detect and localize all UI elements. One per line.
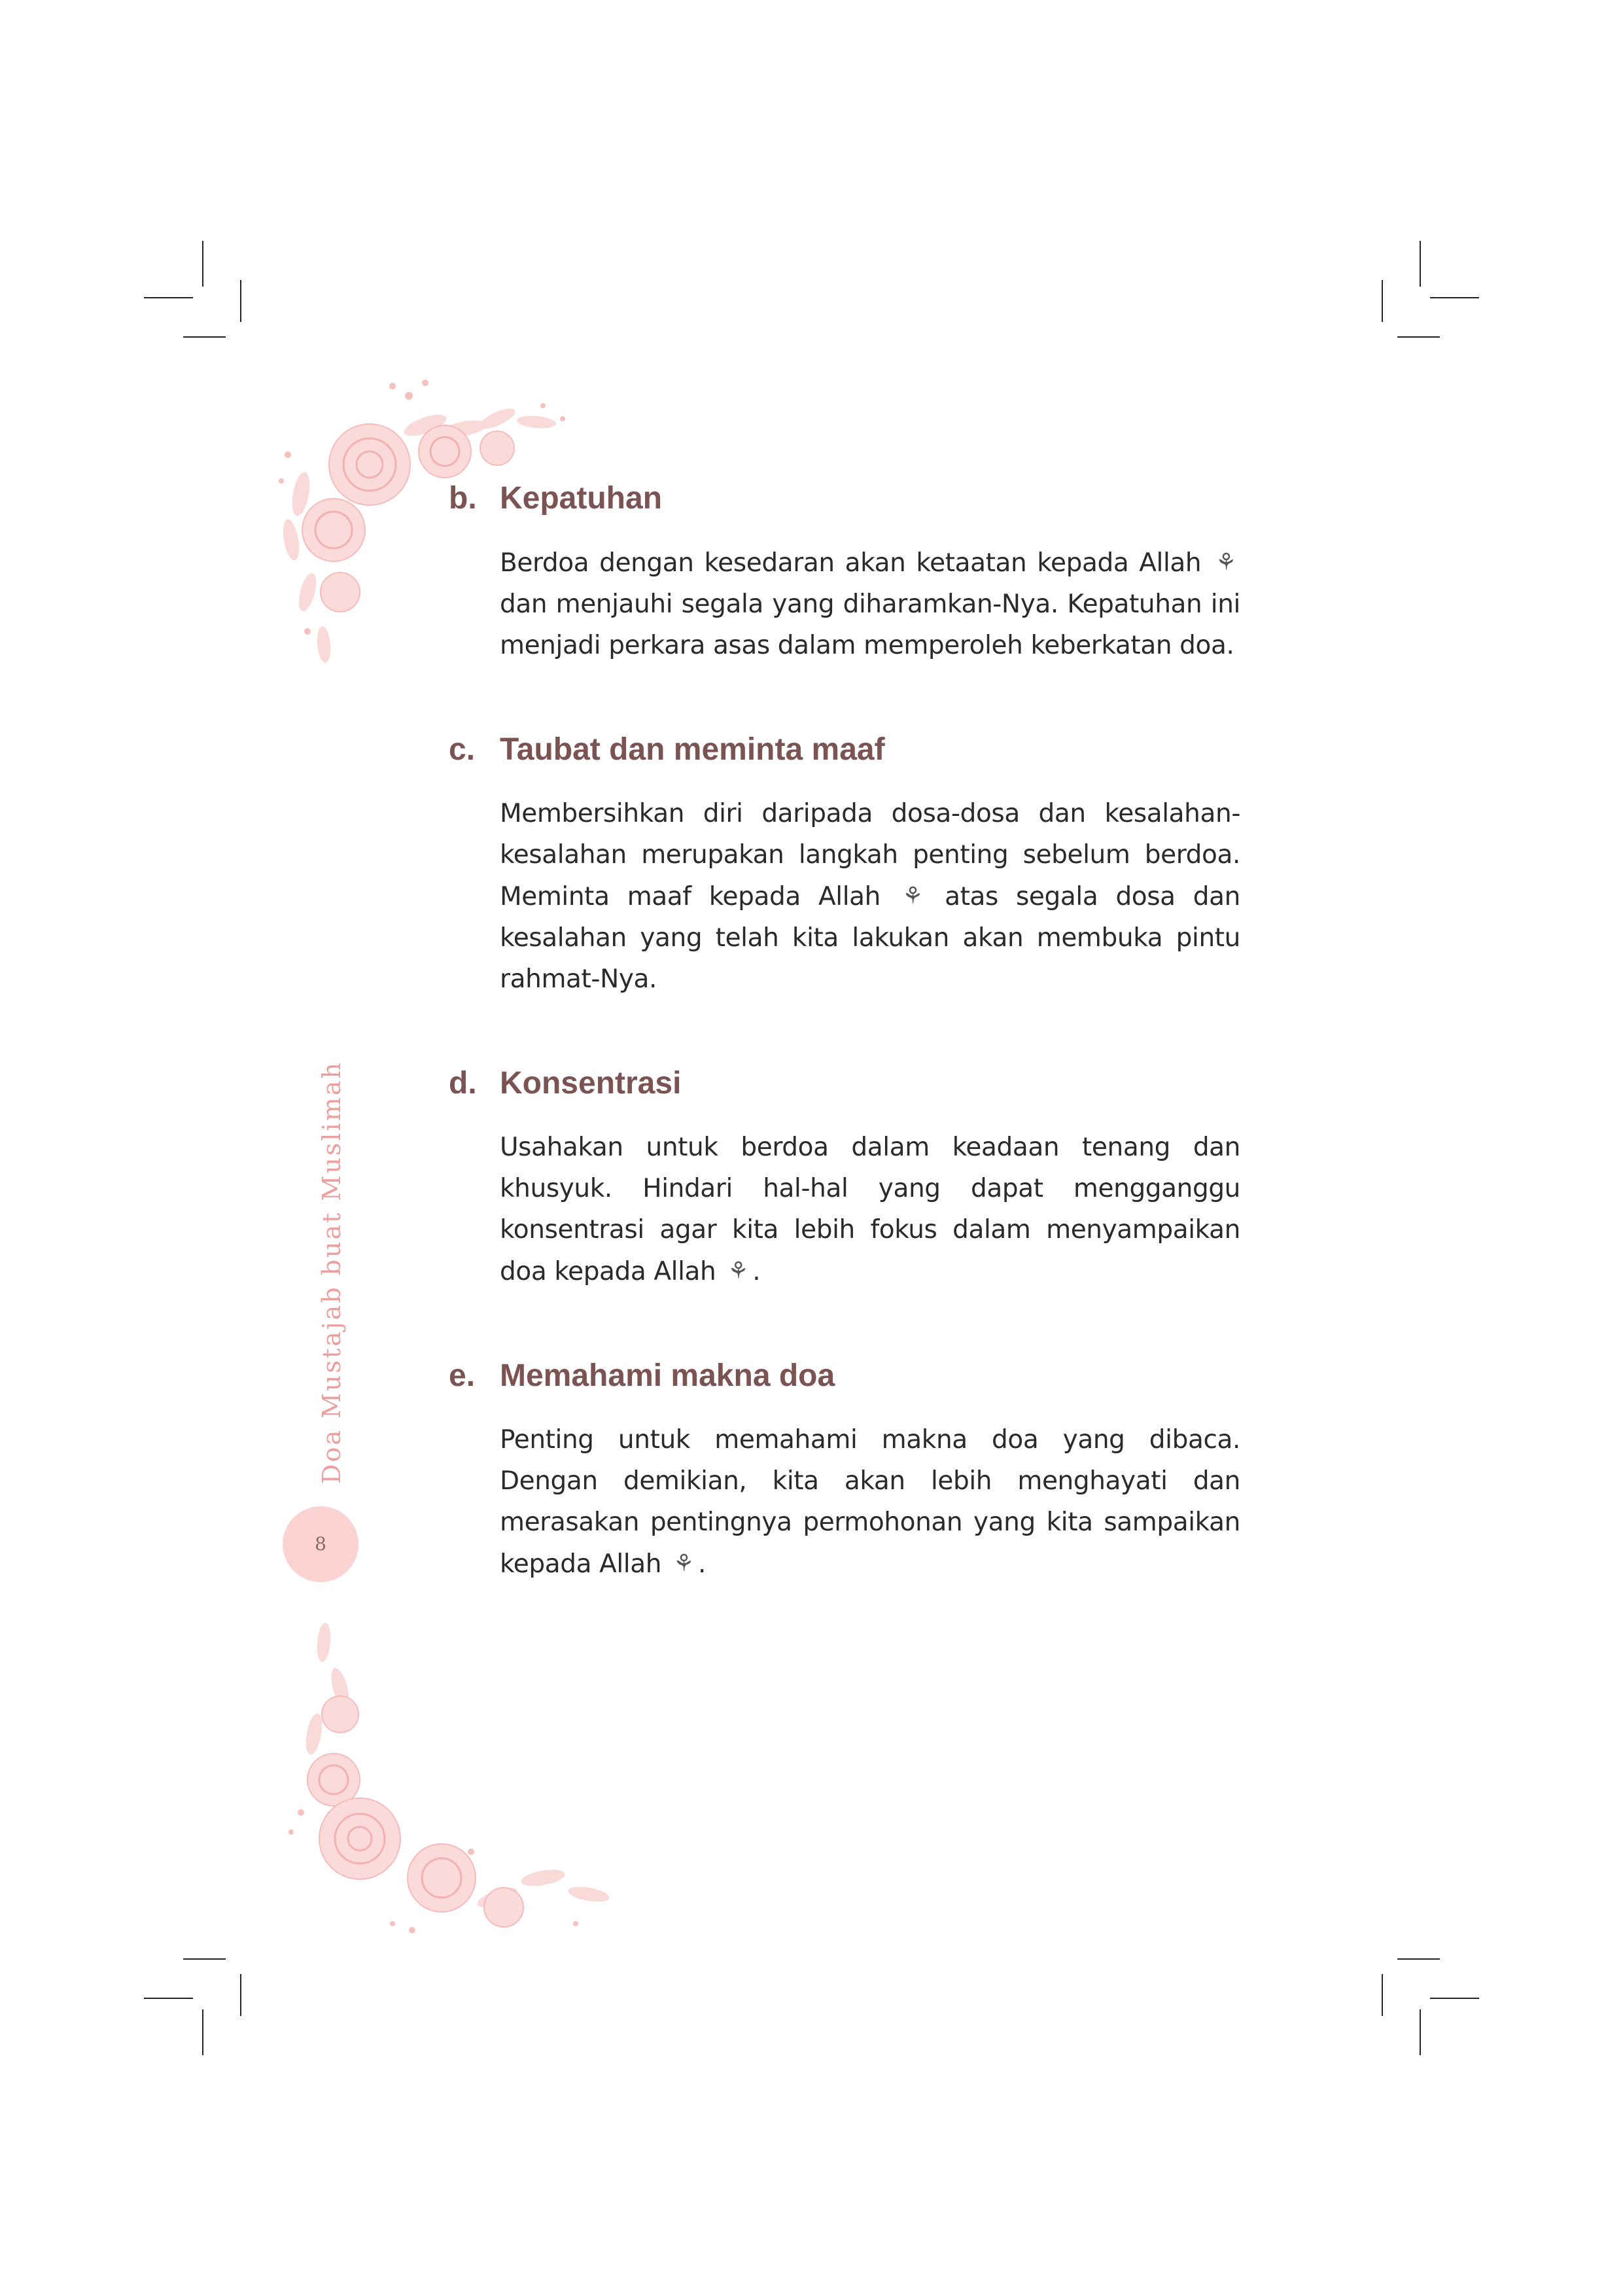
section-title: Konsentrasi xyxy=(500,1066,682,1101)
page-number-badge xyxy=(283,1506,358,1582)
body-text: dan menjauhi segala yang diharamkan-Nya. Kepatuhan ini menjadi perkara asas dalam memperoleh keberkatan doa. xyxy=(500,590,1240,660)
section-letter: d. xyxy=(449,1066,477,1101)
allah-calligraphy-icon: ⚘ xyxy=(673,1550,694,1577)
main-content xyxy=(449,478,1240,1648)
section-heading xyxy=(449,478,1240,520)
section-title: Kepatuhan xyxy=(500,481,663,516)
section-body xyxy=(500,542,1240,666)
allah-calligraphy-icon: ⚘ xyxy=(727,1258,749,1284)
body-text: Membersihkan diri daripada dosa-dosa dan kesalahan-kesalahan merupakan langkah penting sebelum berdoa. Meminta maaf kepada Allah xyxy=(500,799,1240,911)
section-body xyxy=(500,1419,1240,1585)
allah-calligraphy-icon: ⚘ xyxy=(902,883,923,910)
section-heading xyxy=(449,729,1240,771)
allah-calligraphy-icon: ⚘ xyxy=(1215,549,1236,576)
page-number: 8 xyxy=(315,1533,326,1555)
section-memahami-makna xyxy=(449,1355,1240,1585)
body-text: . xyxy=(752,1257,761,1286)
body-text: Berdoa dengan kesedaran akan ketaatan kepada Allah xyxy=(500,548,1212,578)
body-text: Usahakan untuk berdoa dalam keadaan tenang dan khusyuk. Hindari hal-hal yang dapat mengganggu konsentrasi agar kita lebih fokus dalam menyampaikan doa kepada Allah xyxy=(500,1133,1240,1286)
section-letter: c. xyxy=(449,732,476,767)
section-taubat xyxy=(449,729,1240,1000)
section-letter: b. xyxy=(449,481,477,516)
floral-corner-bottom-icon xyxy=(262,1616,628,1969)
book-title-vertical: Doa Mustajab buat Muslimah xyxy=(317,1061,346,1484)
section-kepatuhan xyxy=(449,478,1240,666)
section-letter: e. xyxy=(449,1358,476,1393)
section-heading xyxy=(449,1063,1240,1104)
section-heading xyxy=(449,1355,1240,1397)
section-title: Taubat dan meminta maaf xyxy=(500,732,885,767)
section-body xyxy=(500,793,1240,1000)
section-konsentrasi xyxy=(449,1063,1240,1292)
body-text: atas segala dosa dan kesalahan yang telah kita lakukan akan membuka pintu rahmat-Nya. xyxy=(500,882,1240,994)
body-text: Penting untuk memahami makna doa yang dibaca. Dengan demikian, kita akan lebih menghayati dan merasakan pentingnya permohonan yang kita sampaikan kepada Allah xyxy=(500,1425,1240,1579)
section-title: Memahami makna doa xyxy=(500,1358,835,1393)
body-text: . xyxy=(697,1549,706,1579)
section-body xyxy=(500,1127,1240,1292)
